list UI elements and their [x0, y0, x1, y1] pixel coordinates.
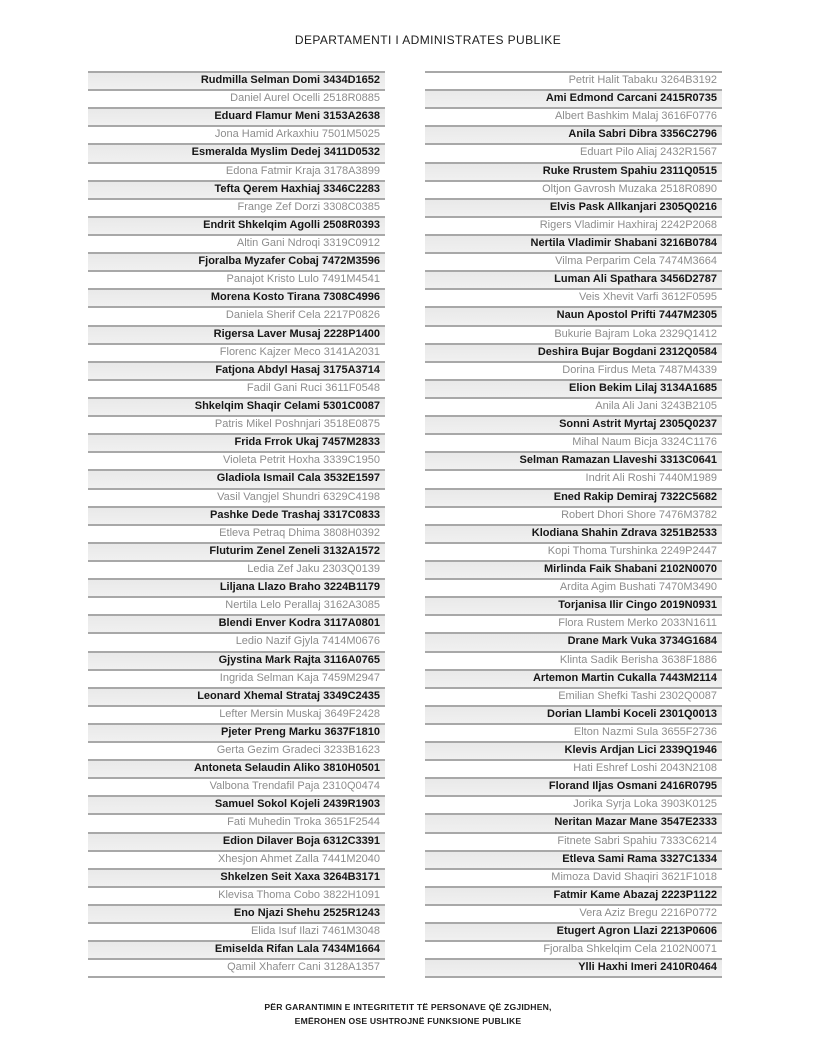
table-row: Indrit Ali Roshi 7440M1989 [425, 469, 722, 487]
table-row: Bukurie Bajram Loka 2329Q1412 [425, 325, 722, 343]
table-row: Ledia Zef Jaku 2303Q0139 [88, 560, 385, 578]
table-row: Gladiola Ismail Cala 3532E1597 [88, 469, 385, 487]
table-row: Shkelqim Shaqir Celami 5301C0087 [88, 397, 385, 415]
table-row: Deshira Bujar Bogdani 2312Q0584 [425, 343, 722, 361]
table-row: Edona Fatmir Kraja 3178A3899 [88, 162, 385, 180]
table-row: Mimoza David Shaqiri 3621F1018 [425, 868, 722, 886]
table-row: Qamil Xhaferr Cani 3128A1357 [88, 958, 385, 976]
table-row: Anila Sabri Dibra 3356C2796 [425, 125, 722, 143]
table-row: Daniela Sherif Cela 2217P0826 [88, 306, 385, 324]
table-row: Rigersa Laver Musaj 2228P1400 [88, 325, 385, 343]
table-row: Frida Frrok Ukaj 7457M2833 [88, 433, 385, 451]
table-row: Drane Mark Vuka 3734G1684 [425, 632, 722, 650]
table-row: Etleva Petraq Dhima 3808H0392 [88, 524, 385, 542]
page-title: DEPARTAMENTI I ADMINISTRATES PUBLIKE [294, 33, 562, 47]
table-row: Hati Eshref Loshi 2043N2108 [425, 759, 722, 777]
table-row: Robert Dhori Shore 7476M3782 [425, 506, 722, 524]
table-row: Frange Zef Dorzi 3308C0385 [88, 198, 385, 216]
table-row: Ingrida Selman Kaja 7459M2947 [88, 669, 385, 687]
table-row: Fjoralba Myzafer Cobaj 7472M3596 [88, 252, 385, 270]
table-row: Klodiana Shahin Zdrava 3251B2533 [425, 524, 722, 542]
table-row: Ruke Rrustem Spahiu 2311Q0515 [425, 162, 722, 180]
footer [0, 1001, 816, 1029]
table-row: Anila Ali Jani 3243B2105 [425, 397, 722, 415]
table-row: Ened Rakip Demiraj 7322C5682 [425, 488, 722, 506]
table-row: Edion Dilaver Boja 6312C3391 [88, 832, 385, 850]
table-row: Panajot Kristo Lulo 7491M4541 [88, 270, 385, 288]
table-row: Sonni Astrit Myrtaj 2305Q0237 [425, 415, 722, 433]
table-row: Pashke Dede Trashaj 3317C0833 [88, 506, 385, 524]
table-row: Ami Edmond Carcani 2415R0735 [425, 89, 722, 107]
table-row: Emilian Shefki Tashi 2302Q0087 [425, 687, 722, 705]
table-row: Altin Gani Ndroqi 3319C0912 [88, 234, 385, 252]
table-row: Selman Ramazan Llaveshi 3313C0641 [425, 451, 722, 469]
table-row: Shkelzen Seit Xaxa 3264B3171 [88, 868, 385, 886]
table-row: Fitnete Sabri Spahiu 7333C6214 [425, 832, 722, 850]
names-table-left [88, 71, 385, 978]
table-row: Morena Kosto Tirana 7308C4996 [88, 288, 385, 306]
table-row: Fjoralba Shkelqim Cela 2102N0071 [425, 940, 722, 958]
table-row: Mirlinda Faik Shabani 2102N0070 [425, 560, 722, 578]
table-row: Liljana Llazo Braho 3224B1179 [88, 578, 385, 596]
table-row: Fati Muhedin Troka 3651F2544 [88, 813, 385, 831]
table-row: Lefter Mersin Muskaj 3649F2428 [88, 705, 385, 723]
table-row: Eduard Flamur Meni 3153A2638 [88, 107, 385, 125]
table-row: Endrit Shkelqim Agolli 2508R0393 [88, 216, 385, 234]
table-row: Ledio Nazif Gjyla 7414M0676 [88, 632, 385, 650]
table-row: Pjeter Preng Marku 3637F1810 [88, 723, 385, 741]
table-row: Violeta Petrit Hoxha 3339C1950 [88, 451, 385, 469]
table-row: Valbona Trendafil Paja 2310Q0474 [88, 777, 385, 795]
table-row: Elton Nazmi Sula 3655F2736 [425, 723, 722, 741]
table-row: Oltjon Gavrosh Muzaka 2518R0890 [425, 180, 722, 198]
table-row: Jorika Syrja Loka 3903K0125 [425, 795, 722, 813]
table-row: Ardita Agim Bushati 7470M3490 [425, 578, 722, 596]
table-row: Albert Bashkim Malaj 3616F0776 [425, 107, 722, 125]
table-row: Elion Bekim Lilaj 3134A1685 [425, 379, 722, 397]
table-row: Elida Isuf Ilazi 7461M3048 [88, 922, 385, 940]
table-row: Rudmilla Selman Domi 3434D1652 [88, 71, 385, 89]
table-row: Eduart Pilo Aliaj 2432R1567 [425, 143, 722, 161]
footer-line-2: EMËROHEN OSE USHTROJNË FUNKSIONE PUBLIKE [294, 1015, 522, 1026]
table-row: Xhesjon Ahmet Zalla 7441M2040 [88, 850, 385, 868]
table-row: Vilma Perparim Cela 7474M3664 [425, 252, 722, 270]
table-row: Etugert Agron Llazi 2213P0606 [425, 922, 722, 940]
table-row: Gerta Gezim Gradeci 3233B1623 [88, 741, 385, 759]
table-row: Torjanisa Ilir Cingo 2019N0931 [425, 596, 722, 614]
table-row: Mihal Naum Bicja 3324C1176 [425, 433, 722, 451]
table-row: Gjystina Mark Rajta 3116A0765 [88, 651, 385, 669]
table-row: Florand Iljas Osmani 2416R0795 [425, 777, 722, 795]
table-row: Veis Xhevit Varfi 3612F0595 [425, 288, 722, 306]
table-row: Elvis Pask Allkanjari 2305Q0216 [425, 198, 722, 216]
table-row: Patris Mikel Poshnjari 3518E0875 [88, 415, 385, 433]
table-row: Leonard Xhemal Strataj 3349C2435 [88, 687, 385, 705]
table-row: Luman Ali Spathara 3456D2787 [425, 270, 722, 288]
table-row: Rigers Vladimir Haxhiraj 2242P2068 [425, 216, 722, 234]
table-row: Kopi Thoma Turshinka 2249P2447 [425, 542, 722, 560]
table-row: Florenc Kajzer Meco 3141A2031 [88, 343, 385, 361]
table-row: Naun Apostol Prifti 7447M2305 [425, 306, 722, 324]
table-row: Fatjona Abdyl Hasaj 3175A3714 [88, 361, 385, 379]
table-row: Jona Hamid Arkaxhiu 7501M5025 [88, 125, 385, 143]
table-row: Artemon Martin Cukalla 7443M2114 [425, 669, 722, 687]
table-row: Dorian Llambi Koceli 2301Q0013 [425, 705, 722, 723]
table-row: Klevisa Thoma Cobo 3822H1091 [88, 886, 385, 904]
table-row: Emiselda Rifan Lala 7434M1664 [88, 940, 385, 958]
names-table-right [425, 71, 722, 978]
table-row: Klevis Ardjan Lici 2339Q1946 [425, 741, 722, 759]
table-row: Tefta Qerem Haxhiaj 3346C2283 [88, 180, 385, 198]
table-row: Petrit Halit Tabaku 3264B3192 [425, 71, 722, 89]
table-row: Nertila Lelo Perallaj 3162A3085 [88, 596, 385, 614]
table-row: Fadil Gani Ruci 3611F0548 [88, 379, 385, 397]
table-row: Vera Aziz Bregu 2216P0772 [425, 904, 722, 922]
table-row: Klinta Sadik Berisha 3638F1886 [425, 651, 722, 669]
table-row: Vasil Vangjel Shundri 6329C4198 [88, 488, 385, 506]
table-row: Flora Rustem Merko 2033N1611 [425, 614, 722, 632]
table-row: Ylli Haxhi Imeri 2410R0464 [425, 958, 722, 976]
table-row: Dorina Firdus Meta 7487M4339 [425, 361, 722, 379]
table-row: Fluturim Zenel Zeneli 3132A1572 [88, 542, 385, 560]
table-row: Antoneta Selaudin Aliko 3810H0501 [88, 759, 385, 777]
table-row: Daniel Aurel Ocelli 2518R0885 [88, 89, 385, 107]
table-row: Samuel Sokol Kojeli 2439R1903 [88, 795, 385, 813]
footer-line-1: PËR GARANTIMIN E INTEGRITETIT TË PERSONAVE QË ZGJIDHEN, [264, 1002, 552, 1012]
table-row: Neritan Mazar Mane 3547E2333 [425, 813, 722, 831]
table-row: Fatmir Kame Abazaj 2223P1122 [425, 886, 722, 904]
table-row: Etleva Sami Rama 3327C1334 [425, 850, 722, 868]
table-row: Blendi Enver Kodra 3117A0801 [88, 614, 385, 632]
table-row: Eno Njazi Shehu 2525R1243 [88, 904, 385, 922]
table-row: Nertila Vladimir Shabani 3216B0784 [425, 234, 722, 252]
table-row: Esmeralda Myslim Dedej 3411D0532 [88, 143, 385, 161]
